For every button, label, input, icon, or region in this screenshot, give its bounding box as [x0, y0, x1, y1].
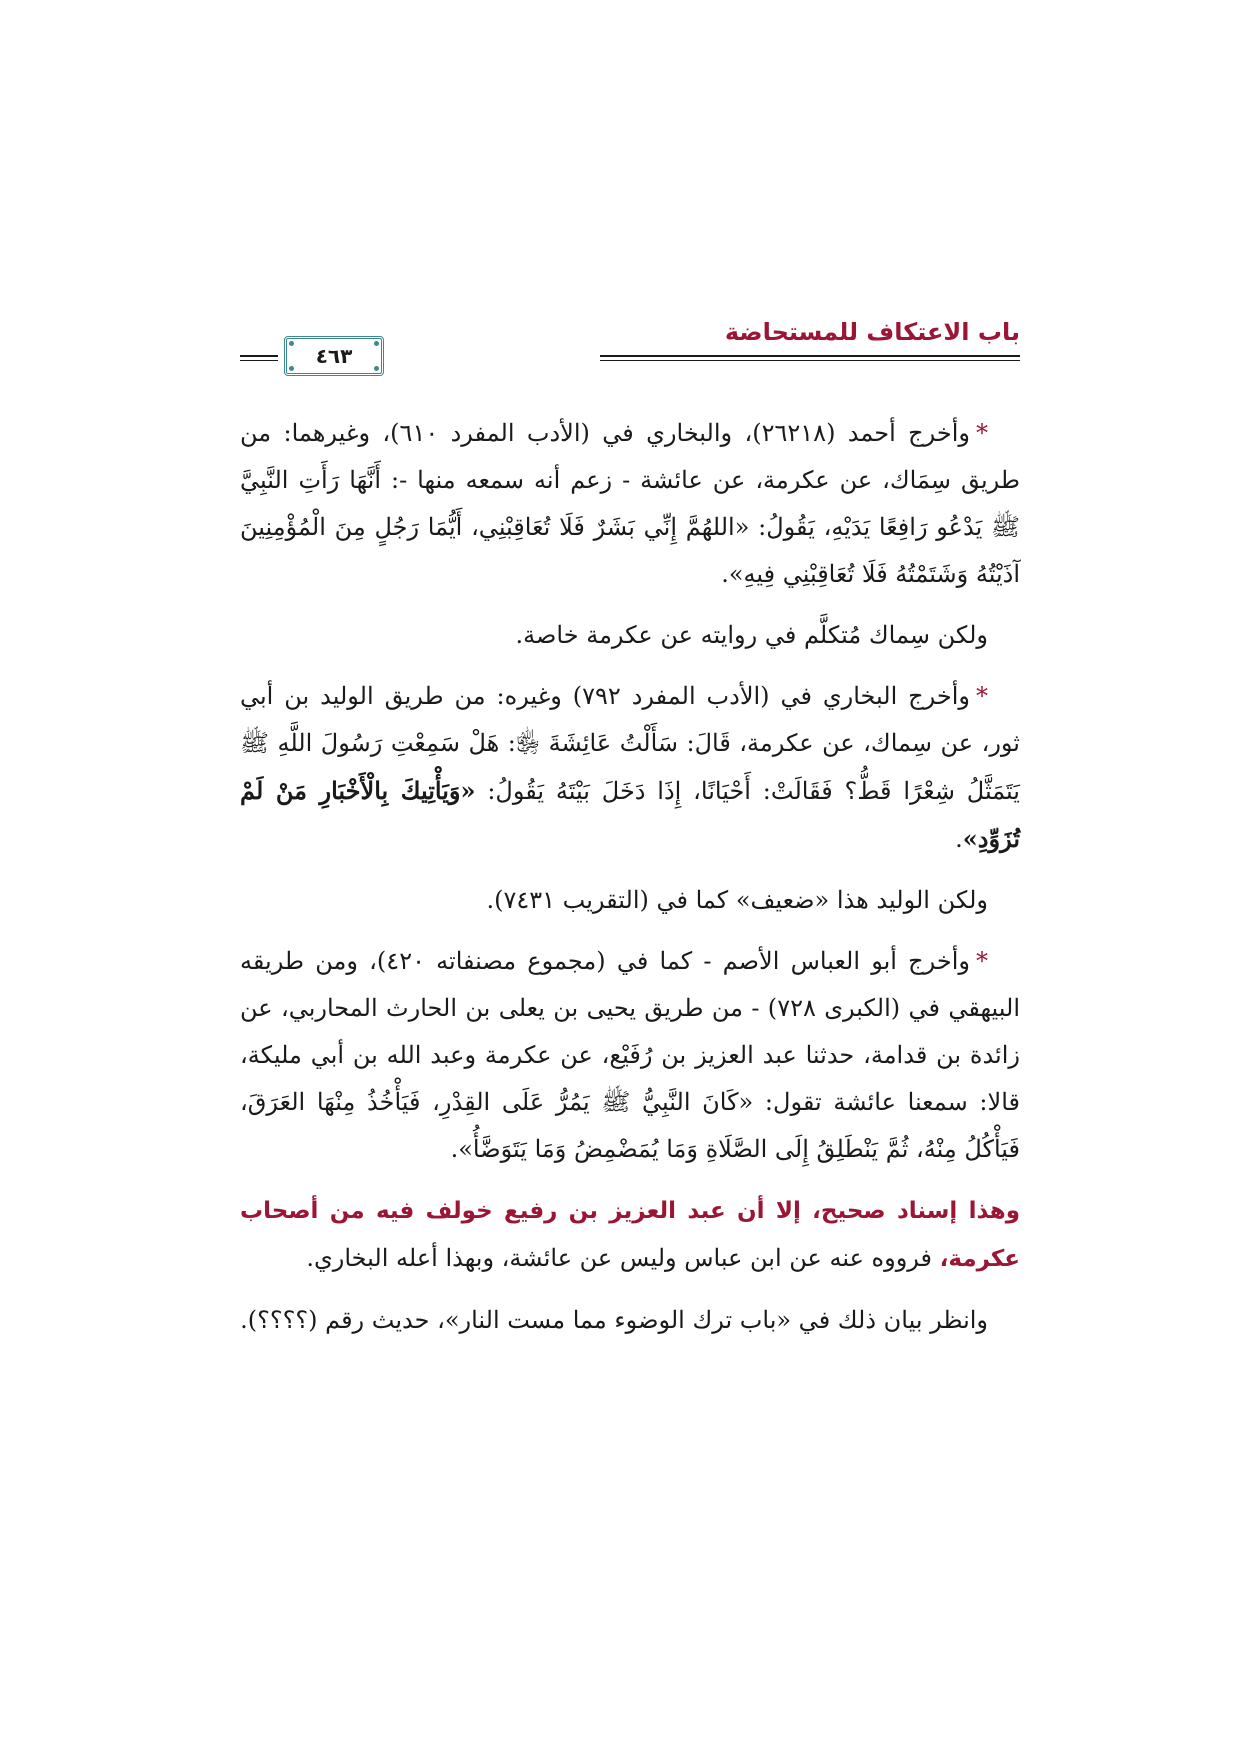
poetry-quote: «وَيَأْتِيكَ بِالْأَخْبَارِ مَنْ لَمْ تُزَوِّدِ» — [240, 776, 1020, 853]
page-header — [240, 318, 1020, 368]
paragraph-end: . — [955, 825, 963, 853]
ornament-corner-icon — [289, 366, 294, 371]
paragraph-text: وأخرج البخاري في (الأدب المفرد ٧٩٢) وغيره: من طريق الوليد بن أبي ثور، عن سِماك، عن عكرمة، قَالَ: سَأَلْتُ عَائِشَةَ ﵂: هَلْ سَمِعْتِ رَسُولَ اللَّهِ ﷺ يَتَمَثَّلُ شِعْرًا قَطُّ؟ فَقَالَتْ: أَحْيَانًا، إِذَا دَخَلَ بَيْتَهُ يَقُولُ: — [240, 682, 1020, 805]
paragraph-text: وأخرج أحمد (٢٦٢١٨)، والبخاري في (الأدب المفرد ٦١٠)، وغيرهما: من طريق سِمَاك، عن عكرمة، عن عائشة - زعم أنه سمعه منها -: أَنَّهَا رَأَتِ النَّبِيَّ ﷺ يَدْعُو رَافِعًا يَدَيْهِ، يَقُولُ: «اللهُمَّ إِنِّي بَشَرٌ فَلَا تُعَاقِبْنِي، أَيُّمَا رَجُلٍ مِنَ الْمُؤْمِنِينَ آذَيْتُهُ وَشَتَمْتُهُ فَلَا تُعَاقِبْنِي فِيهِ». — [240, 419, 1020, 588]
page-number-badge — [284, 336, 384, 376]
ornament-corner-icon — [374, 366, 379, 371]
bullet-star-icon: * — [976, 947, 989, 975]
chapter-title: باب الاعتكاف للمستحاضة — [724, 318, 1020, 346]
note-walid: ولكن الوليد هذا «ضعيف» كما في (التقريب ٧٤٣١). — [486, 886, 988, 914]
ornament-corner-icon — [374, 341, 379, 346]
bullet-star-icon: * — [976, 419, 988, 447]
verdict-rest: فرووه عنه عن ابن عباس وليس عن عائشة، وبهذا أعله البخاري. — [306, 1244, 933, 1272]
paragraph-asamm-narration — [240, 938, 1020, 1173]
ornament-corner-icon — [289, 341, 294, 346]
cross-reference-note: وانظر بيان ذلك في «باب ترك الوضوء مما مست النار»، حديث رقم (؟؟؟؟). — [240, 1306, 988, 1334]
header-rule-left — [240, 355, 278, 361]
verdict-paragraph — [240, 1187, 1020, 1283]
note-simak: ولكن سِماك مُتكلَّم في روايته عن عكرمة خاصة. — [515, 621, 988, 649]
page-number: ٤٦٣ — [315, 344, 353, 368]
paragraph-ahmad-narration — [240, 410, 1020, 598]
page-body — [240, 410, 1020, 1358]
bullet-star-icon: * — [976, 682, 988, 710]
paragraph-bukhari-narration — [240, 673, 1020, 863]
verdict-highlight: وهذا إسناد صحيح، إلا أن عبد العزيز بن رفيع خولف فيه من أصحاب عكرمة، — [240, 1198, 1020, 1272]
paragraph-text: وأخرج أبو العباس الأصم - كما في (مجموع مصنفاته ٤٢٠)، ومن طريقه البيهقي في (الكبرى ٧٢٨) - من طريق يحيى بن يعلى بن الحارث المحاربي، عن زائدة بن قدامة، حدثنا عبد العزيز بن رُفَيْع، عن عكرمة وعبد الله بن أبي مليكة، قالا: سمعنا عائشة تقول: «كَانَ النَّبِيُّ ﷺ يَمُرُّ عَلَى القِدْرِ، فَيَأْخُذُ مِنْهَا العَرَقَ، فَيَأْكُلُ مِنْهُ، ثُمَّ يَنْطَلِقُ إِلَى الصَّلَاةِ وَمَا يُمَضْمِضُ وَمَا يَتَوَضَّأُ». — [240, 947, 1021, 1163]
header-rule-right — [600, 355, 1020, 361]
